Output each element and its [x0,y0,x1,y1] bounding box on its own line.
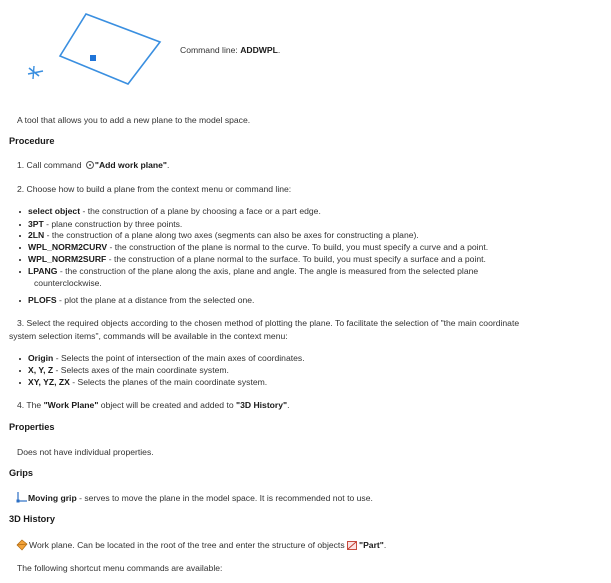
step-1: 1. Call command "Add work plane". [17,160,170,170]
3d-history-heading: 3D History [9,514,55,524]
work-plane-link[interactable]: "Work Plane" [43,400,99,410]
moving-grip-icon [16,491,28,503]
command-name: ADDWPL [240,45,278,55]
step-3-line-2: system selection items", commands will be available in the context menu: [9,331,288,341]
bullet [19,211,21,213]
list-item: Origin - Selects the point of intersection of the main axes of coordinates. [28,353,305,363]
work-plane-preview-icon [20,8,170,88]
step-3-line-1: 3. Select the required objects according to the chosen method of plotting the plane. To facilitate the selection of "the main coordinate [17,318,520,328]
bullet [19,370,21,372]
bullet [19,247,21,249]
step-4: 4. The "Work Plane" object will be created and added to "3D History". [17,400,290,410]
bullet [19,300,21,302]
part-icon [347,540,358,550]
grips-heading: Grips [9,468,33,478]
intro-text: A tool that allows you to add a new plane to the model space. [17,115,251,125]
list-item: PLOFS - plot the plane at a distance from the selected one. [28,295,255,305]
shortcut-menu-text: The following shortcut menu commands are available: [17,563,223,573]
properties-text: Does not have individual properties. [17,447,154,457]
list-item: XY, YZ, ZX - Selects the planes of the main coordinate system. [28,377,268,387]
bullet [19,271,21,273]
3d-history-text: Work plane. Can be located in the root of the tree and enter the structure of objects "Part". [29,540,387,550]
properties-heading: Properties [9,422,55,432]
list-item: select object - the construction of a plane by choosing a face or a part edge. [28,206,321,216]
grips-text: Moving grip - serves to move the plane in the model space. It is recommended not to use. [28,493,373,503]
part-link[interactable]: "Part" [359,540,384,550]
list-item: WPL_NORM2CURV - the construction of the plane is normal to the curve. To build, you must specify a curve and a point. [28,242,489,252]
work-plane-history-icon [16,539,28,551]
bullet [19,235,21,237]
list-item: WPL_NORM2SURF - the construction of a plane normal to the surface. To build, you must specify a surface and a point. [28,254,486,264]
add-work-plane-command-icon [86,161,94,169]
bullet [19,259,21,261]
list-item: 3PT - plane construction by three points. [28,219,183,229]
procedure-heading: Procedure [9,136,55,146]
bullet [19,382,21,384]
list-item: 2LN - the construction of a plane along two axes (segments can also be axes for constructing a plane). [28,230,419,240]
list-item: X, Y, Z - Selects axes of the main coordinate system. [28,365,229,375]
bullet [19,224,21,226]
add-work-plane-link[interactable]: "Add work plane" [94,160,168,170]
list-item-continuation: counterclockwise. [34,278,102,288]
moving-grip-label: Moving grip [28,493,77,503]
bullet [19,358,21,360]
3d-history-link[interactable]: "3D History" [236,400,288,410]
list-item: LPANG - the construction of the plane along the axis, plane and angle. The angle is measured from the selected plane [28,266,479,276]
step-2: 2. Choose how to build a plane from the context menu or command line: [17,184,292,194]
command-line: Command line: ADDWPL. [180,45,281,55]
